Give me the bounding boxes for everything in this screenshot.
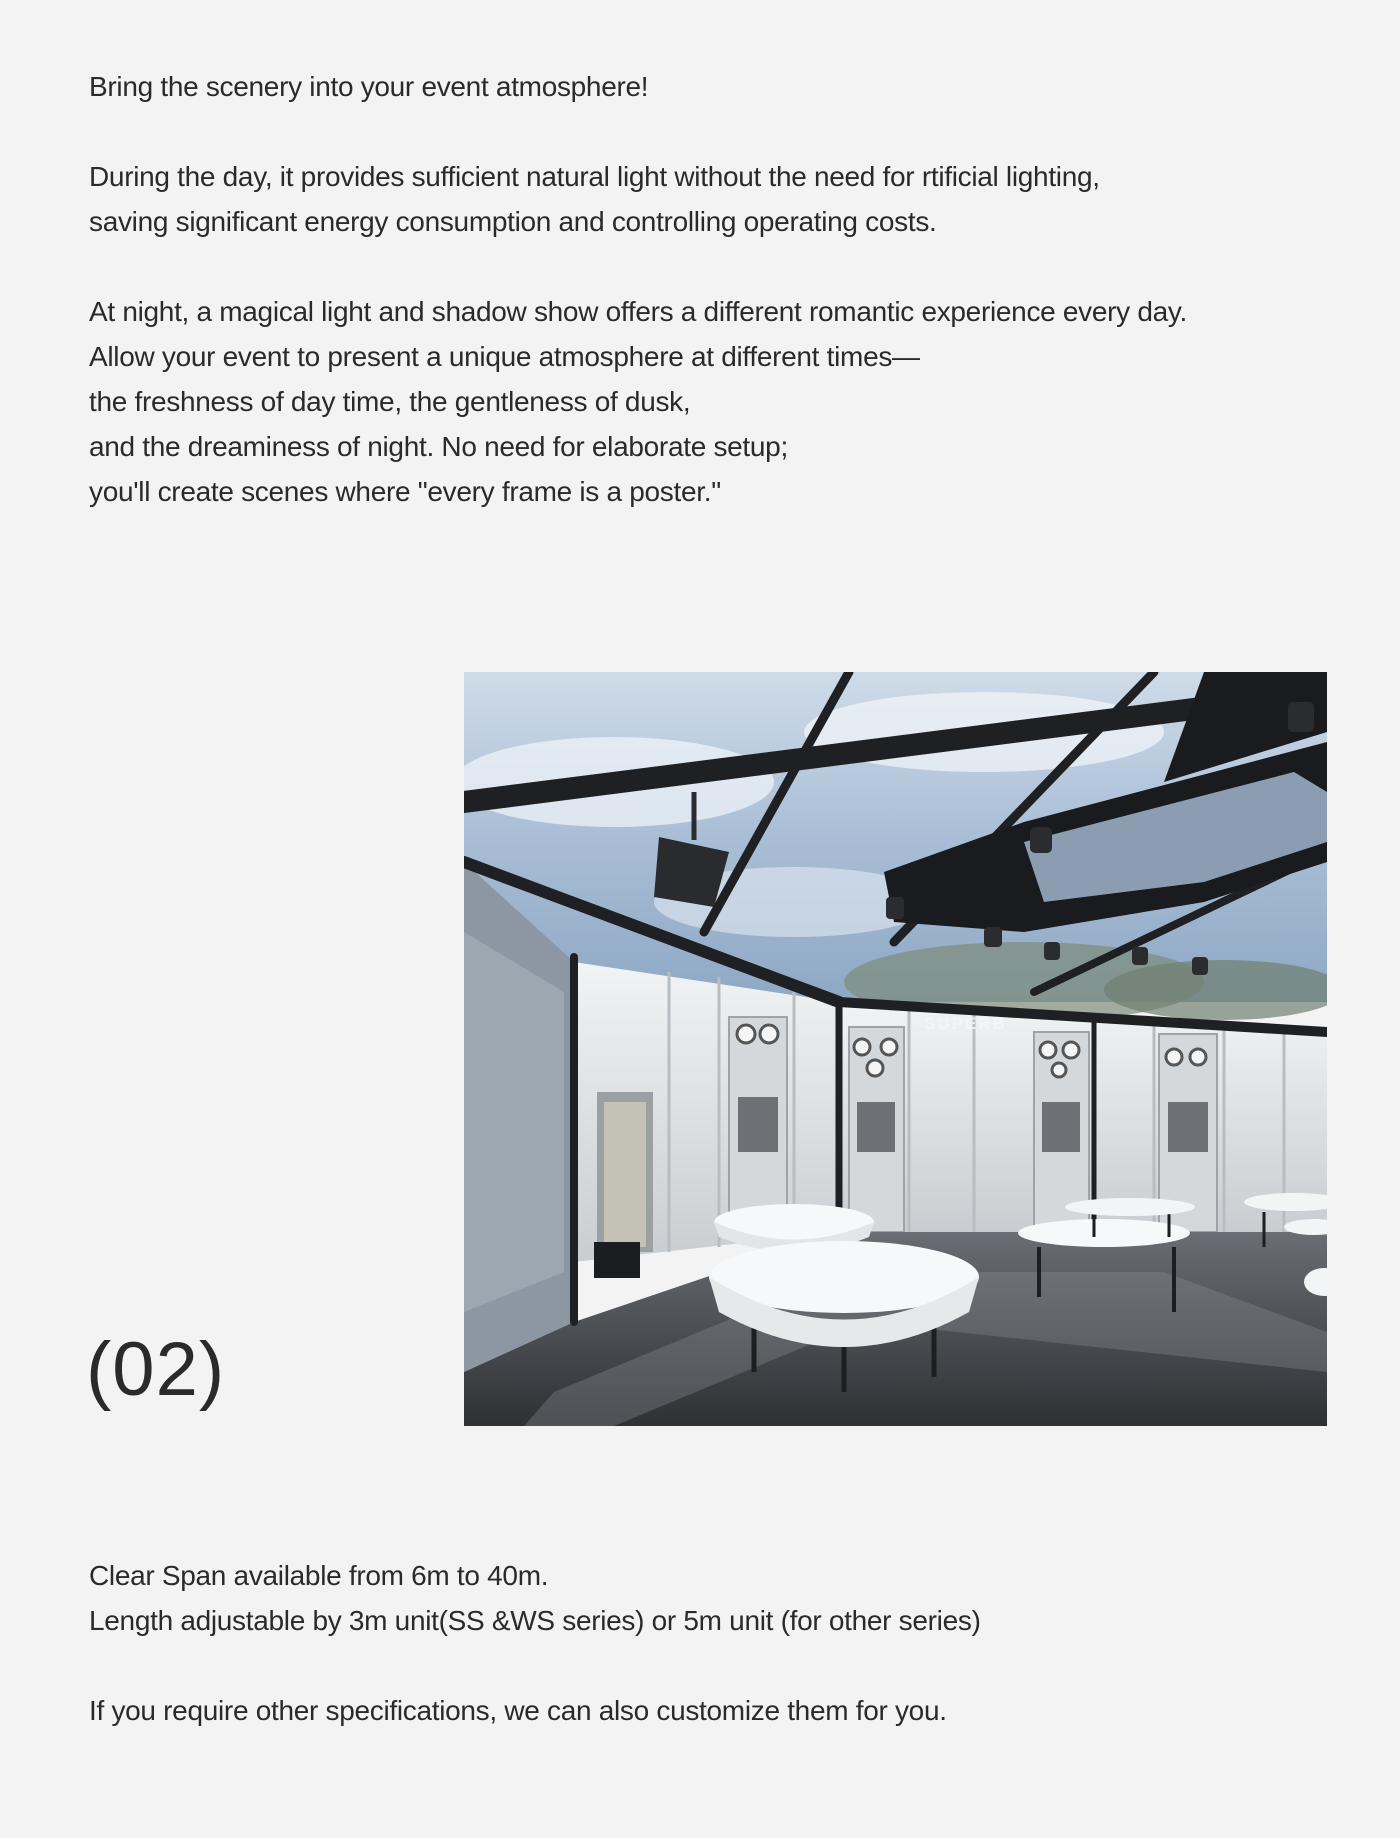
intro-line: At night, a magical light and shadow show offers a different romantic experience every day. — [89, 296, 1187, 327]
left-glass-reflection — [464, 932, 564, 1312]
ac-unit — [729, 1017, 787, 1232]
specs-text — [89, 1553, 1339, 1733]
intro-line: Allow your event to present a unique atmosphere at different times— — [89, 341, 920, 372]
paragraph-gap — [89, 1643, 1339, 1688]
paragraph-gap — [89, 109, 1339, 154]
intro-line: you'll create scenes where "every frame is a poster." — [89, 476, 721, 507]
floor-speaker — [594, 1242, 640, 1278]
intro-line: the freshness of day time, the gentleness of dusk, — [89, 386, 691, 417]
section-number: (02) — [86, 1327, 226, 1412]
intro-line: saving significant energy consumption and controlling operating costs. — [89, 206, 937, 237]
spec-line: Length adjustable by 3m unit(SS &WS series) or 5m unit (for other series) — [89, 1605, 981, 1636]
intro-line: Bring the scenery into your event atmosphere! — [89, 71, 649, 102]
brand-watermark: SUPERB — [924, 1014, 1007, 1033]
spec-line: If you require other specifications, we can also customize them for you. — [89, 1695, 947, 1726]
intro-line: and the dreaminess of night. No need for elaborate setup; — [89, 431, 788, 462]
intro-line: During the day, it provides sufficient natural light without the need for rtificial lighting, — [89, 161, 1100, 192]
spec-line: Clear Span available from 6m to 40m. — [89, 1560, 549, 1591]
tent-interior-photo — [464, 672, 1327, 1426]
paragraph-gap — [89, 244, 1339, 289]
ac-unit — [849, 1027, 904, 1232]
intro-text — [89, 64, 1339, 514]
door-glass — [604, 1102, 646, 1247]
